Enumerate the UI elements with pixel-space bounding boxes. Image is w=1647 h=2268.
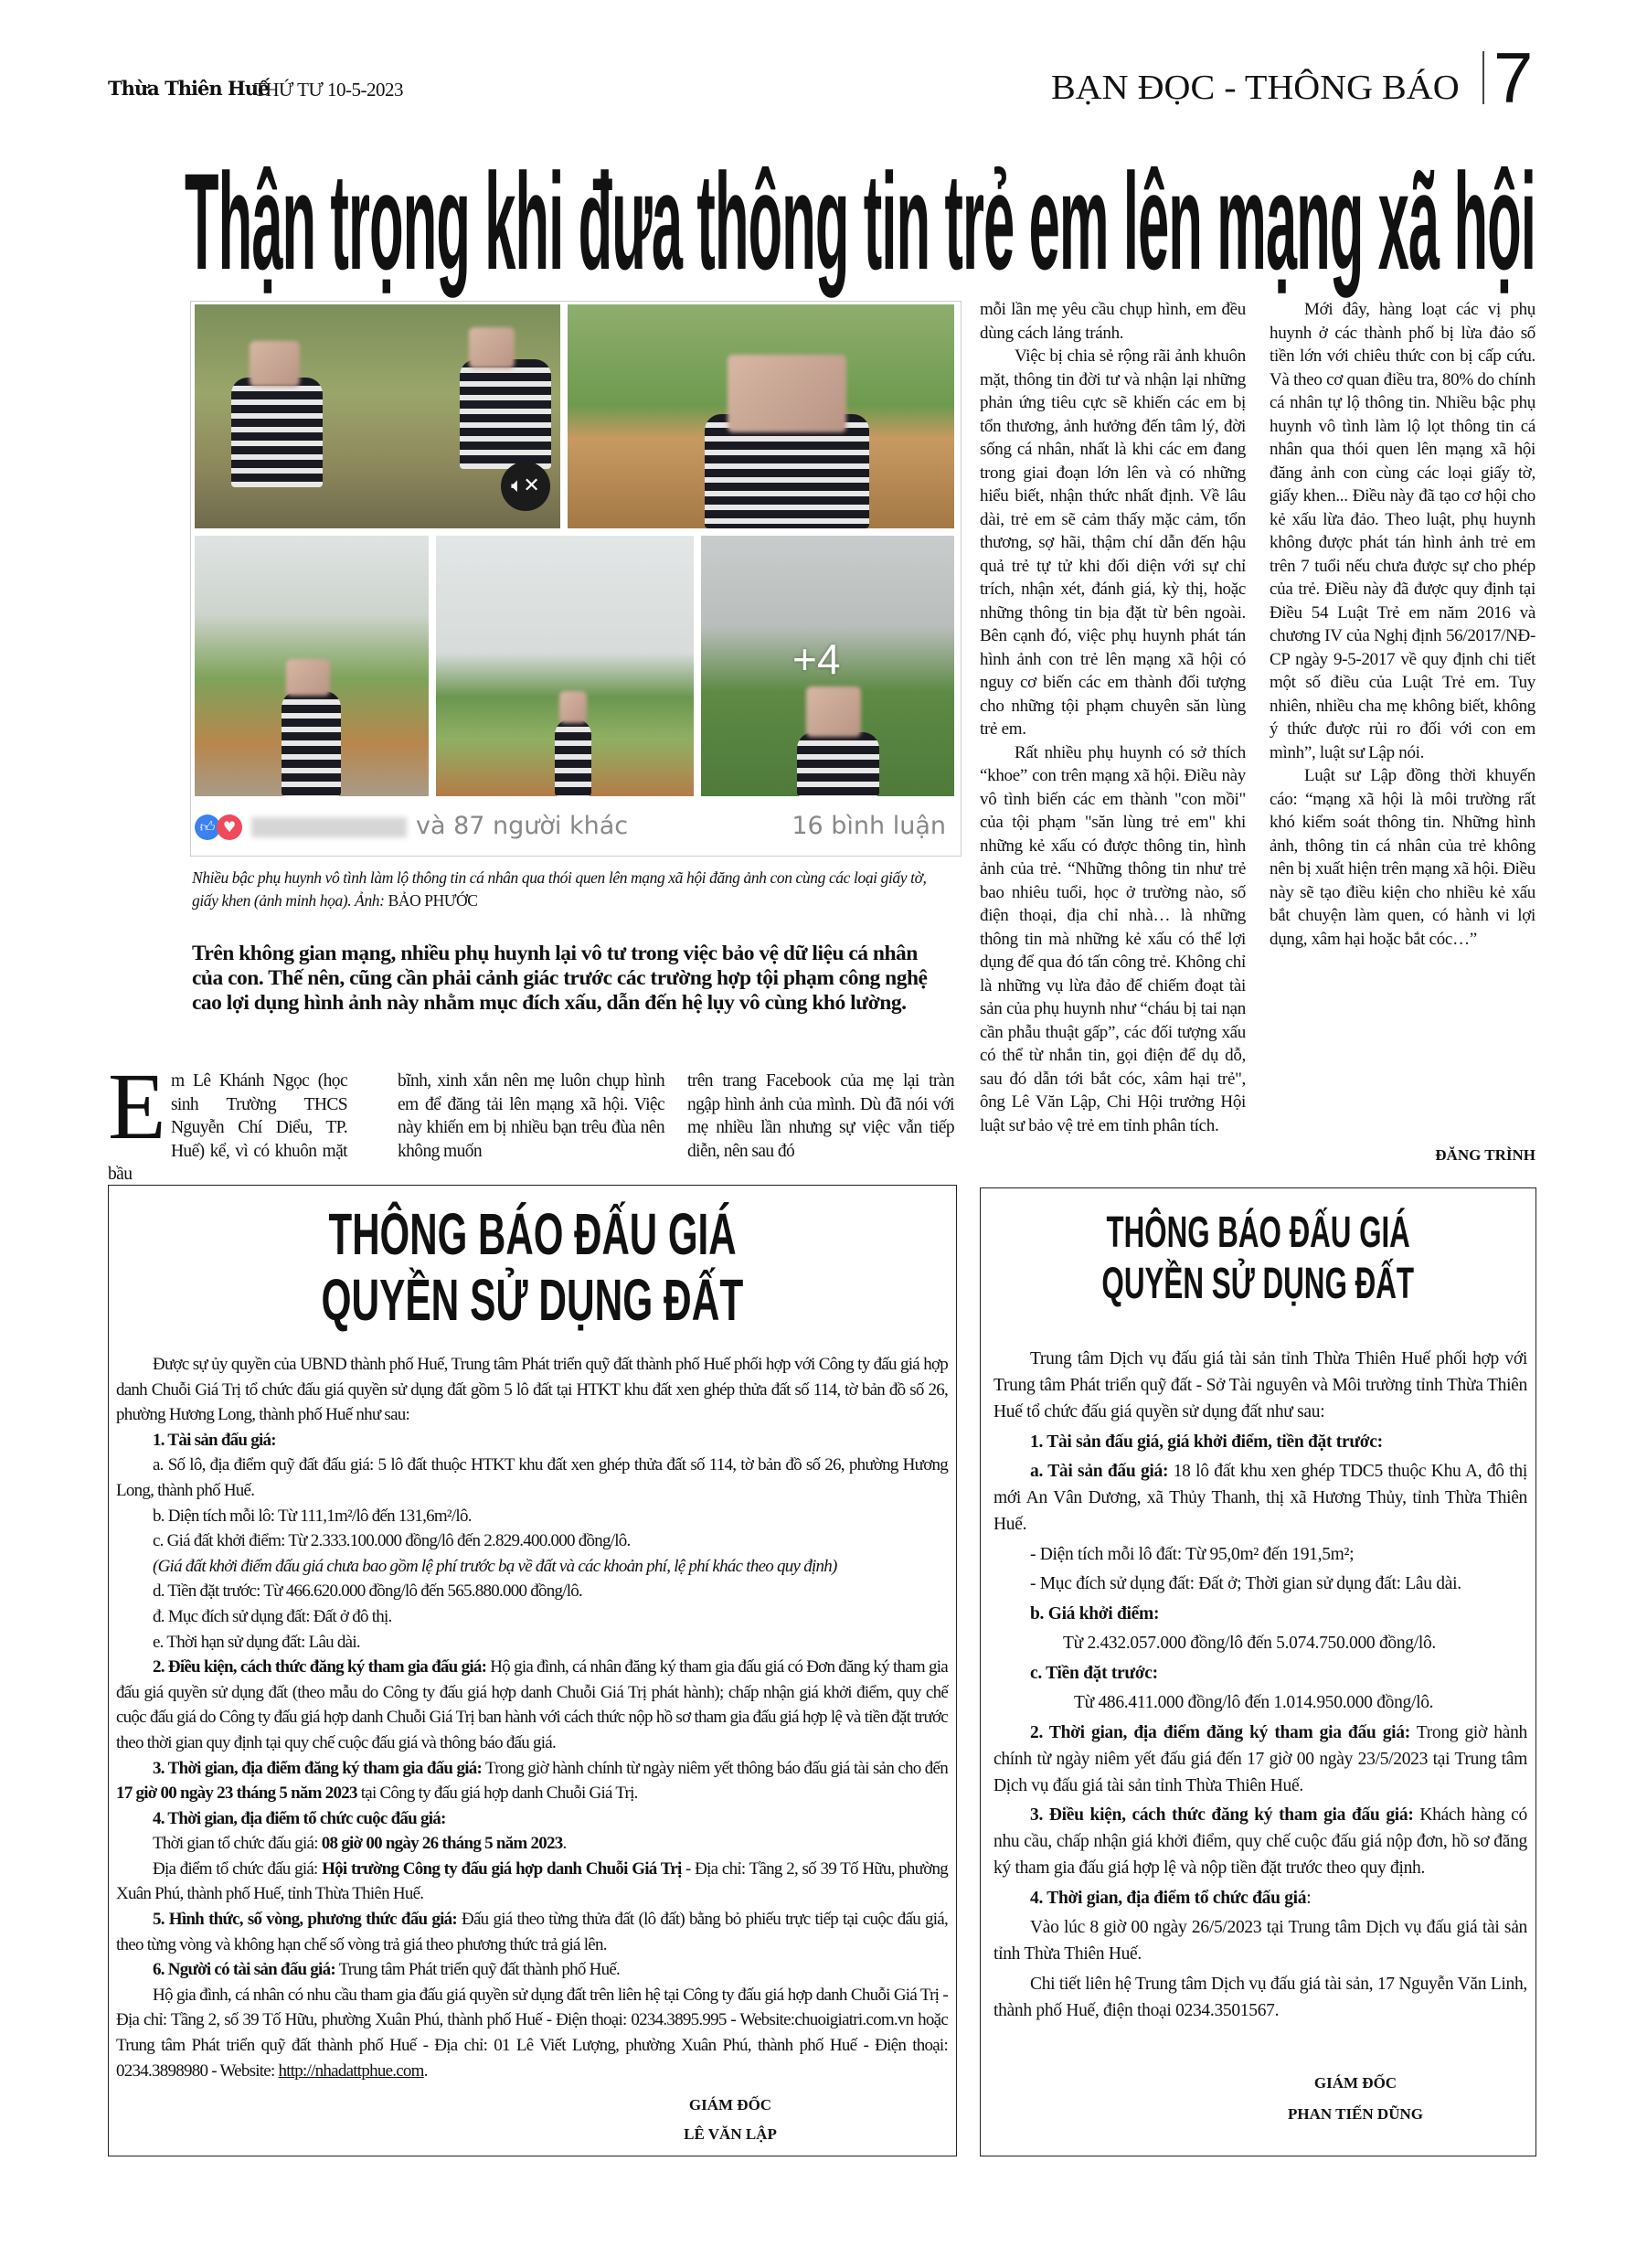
website-link[interactable]: http://nhadattphue.com (278, 2060, 424, 2081)
article-paragraph: mỗi lần mẹ yêu cầu chụp hình, em đều dùng cách lảng tránh. (980, 300, 1246, 343)
photo-more[interactable] (701, 536, 954, 796)
notice-paragraph (994, 1458, 1527, 1538)
article-lead: Trên không gian mạng, nhiều phụ huynh lại vô tư trong việc bảo vệ dữ liệu cá nhân của con. Thế nên, cũng cần phải cảnh giác trước các trường hợp tội phạm công nghệ cao lợi dụng hình ảnh này nhằm mục đích xấu, dẫn đến hệ lụy vô cùng khó lường. (192, 942, 928, 1015)
notice-paragraph (116, 1857, 948, 1907)
notice-title-line1: THÔNG BÁO ĐẤU GIÁ (328, 1201, 737, 1267)
notice-body (116, 1352, 948, 2083)
notice-text: 2. Thời gian, địa điểm đăng ký tham gia đấu giá: (1030, 1722, 1410, 1742)
notice-paragraph (116, 1528, 948, 1554)
notice-paragraph (116, 1554, 948, 1580)
reactions-text[interactable]: và 87 người khác (416, 812, 629, 840)
notice-text: Trong giờ hành chính từ ngày niêm yết đấu giá đến 17 giờ 00 ngày 23/5/2023 tại Trung tâm Dịch vụ đấu giá tài sản tỉnh Thừa Thiên Huế. (994, 1722, 1527, 1795)
notice-paragraph (116, 1504, 948, 1529)
love-icon: ♥ (217, 815, 242, 840)
photo-two-kids (568, 304, 954, 528)
article-title: Thận trọng khi đưa thông tin trẻ em lên mạng xã hội (185, 144, 1536, 298)
notice-signature (1218, 2068, 1493, 2130)
notice-text: Địa điểm tổ chức đấu giá: (153, 1858, 323, 1879)
notice-text: 3. Điều kiện, cách thức đăng ký tham gia đấu giá: (1030, 1805, 1414, 1825)
article-column-1 (108, 1054, 347, 1187)
newspaper-logo: Thừa Thiên Huế (108, 77, 270, 100)
notice-text: b. Giá khởi điểm: (1030, 1603, 1160, 1624)
notice-text: 4. Thời gian, địa điểm tổ chức đấu giá (1030, 1888, 1307, 1908)
article-paragraph: Việc bị chia sẻ rộng rãi ảnh khuôn mặt, thông tin đời tư và nhận lại những phản ứng tiêu cực sẽ khiến các em bị tổn thương, ảnh hưởng đến tâm lý, đời sống cá nhân, nhất là khi các em đang trong giai đoạn lớn lên và có những hiểu biết, nhận thức nhất định. Về lâu dài, trẻ em sẽ cảm thấy mặc cảm, tổn thương, sợ hãi, thậm chí dẫn đến hậu quả trẻ tự tử khi đối diện với sự chỉ trích, nhận xét, đánh giá, kỳ thị, hoặc những thông tin bịa đặt từ bên ngoài. Bên cạnh đó, việc phụ huynh phát tán hình ảnh con trẻ lên mạng xã hội có nguy cơ biến các em thành đối tượng cho những tội phạm chuyên săn lùng trẻ em. (980, 346, 1246, 739)
notice-text: Thời gian tổ chức đấu giá: (153, 1834, 322, 1854)
notice-paragraph (116, 1831, 948, 1857)
notice-text: tại Công ty đấu giá hợp danh Chuỗi Giá Trị. (356, 1784, 638, 1804)
notice-text: Được sự ủy quyền của UBND thành phố Huế, Trung tâm Phát triển quỹ đất thành phố Huế phối hợp với Công ty đấu giá hợp danh Chuỗi Giá Trị tổ chức đấu giá quyền sử dụng đất gồm 5 lô đất tại HTKT khu đất xen ghép thửa đất số 114, tờ bản đồ số 26, phường Hương Long, thành phố Huế như sau: (116, 1355, 948, 1425)
notice-text: c. Giá đất khởi điểm: Từ 2.333.100.000 đồng/lô đến 2.829.400.000 đồng/lô. (153, 1531, 631, 1551)
auction-notice-right (980, 1187, 1536, 2156)
notice-text: . (423, 2060, 428, 2081)
drop-cap: E (108, 1054, 165, 1159)
facebook-reaction-bar (195, 801, 953, 852)
notice-paragraph (994, 1885, 1527, 1911)
auction-notice-left (108, 1185, 957, 2156)
article-column-3: trên trang Facebook của mẹ lại tràn ngập hình ảnh của mình. Dù đã nói với mẹ nhiều lần nhưng sự việc vẫn tiếp diễn, nên sau đó (687, 1071, 954, 1161)
notice-text: Trong giờ hành chính từ ngày niêm yết thông báo đấu giá tài sản cho đến (482, 1758, 948, 1778)
notice-paragraph (994, 1689, 1527, 1716)
signature-name: PHAN TIẾN DŨNG (1288, 2105, 1423, 2123)
notice-body (994, 1346, 1527, 2027)
notice-signature (593, 2091, 867, 2149)
section-name: BẠN ĐỌC - THÔNG BÁO (1051, 69, 1460, 107)
notice-paragraph (994, 1720, 1527, 1799)
photo-swing (195, 304, 560, 528)
notice-text: Trung tâm Dịch vụ đấu giá tài sản tỉnh Thừa Thiên Huế phối hợp với Trung tâm Phát triển quỹ đất - Sở Tài nguyên và Môi trường tỉnh Thừa Thiên Huế tổ chức đấu giá quyền sử dụng đất như sau: (994, 1349, 1527, 1421)
author-byline: ĐĂNG TRÌNH (1435, 1146, 1535, 1164)
column-text: m Lê Khánh Ngọc (học sinh Trường THCS Nguyễn Chí Diểu, TP. Huế) kể, vì có khuôn mặt bầu (108, 1071, 347, 1184)
notice-text: a. Tài sản đấu giá: (1030, 1462, 1169, 1481)
notice-paragraph (116, 1604, 948, 1630)
signature-title: GIÁM ĐỐC (688, 2096, 772, 2114)
header-divider (1482, 51, 1484, 104)
notice-text: : (1306, 1888, 1312, 1908)
notice-paragraph (116, 1453, 948, 1503)
article-paragraph: Rất nhiều phụ huynh có sở thích “khoe” con trên mạng xã hội. Điều này vô tình biến các em thành "con mồi" của tội phạm "săn lùng trẻ em" khi những kẻ xấu có được thông tin, hình ảnh của trẻ. “Những thông tin như trẻ bao nhiêu tuổi, học ở trường nào, số điện thoại, địa chỉ nhà… là những thông tin mà những kẻ xấu có thể lợi dụng để qua đó tấn công trẻ. Không chỉ là những vụ lừa đảo để chiếm đoạt tài sản của phụ huynh như “cháu bị tai nạn cần phẫu thuật gấp”, các đối tượng xấu có thể từ nhắn tin, gọi điện để dụ dỗ, sau đó dẫn tới bắt cóc, xâm hại trẻ", ông Lê Văn Lập, Chi Hội trưởng Hội luật sư bảo vệ trẻ em tỉnh phân tích. (980, 742, 1246, 1135)
article-photo (190, 301, 962, 857)
blurred-name (251, 817, 407, 837)
notice-text: 2. Điều kiện, cách thức đăng ký tham gia đấu giá: (153, 1657, 487, 1677)
notice-text: Vào lúc 8 giờ 00 ngày 26/5/2023 tại Trung tâm Dịch vụ đấu giá tài sản tỉnh Thừa Thiên Huế. (994, 1918, 1527, 1964)
notice-paragraph (116, 1806, 948, 1832)
notice-paragraph (116, 1756, 948, 1806)
notice-text: e. Thời hạn sử dụng đất: Lâu dài. (153, 1632, 360, 1652)
notice-text: Hộ gia đình, cá nhân đăng ký tham gia đấu giá có Đơn đăng ký tham gia đấu giá quyền sử dụng đất (theo mẫu do Công ty đấu giá hợp danh Chuỗi Giá Trị phát hành); chấp nhận giá khởi điểm, quy chế cuộc đấu giá do Công ty đấu giá hợp danh Chuỗi Giá Trị ban hành với cách thức nộp hồ sơ tham gia đấu giá hợp lệ và tiền đặt trước theo thời gian quy định tại quy chế cuộc đấu giá và thông báo đấu giá. (116, 1657, 948, 1752)
notice-text: Đấu giá theo từng thửa đất (lô đất) bằng bỏ phiếu trực tiếp tại cuộc đấu giá, theo từng vòng và không hạn chế số vòng trả giá theo phương thức trả giá lên. (116, 1910, 948, 1954)
photo-credit: BẢO PHƯỚC (388, 891, 478, 910)
notice-text: - Mục đích sử dụng đất: Đất ở; Thời gian sử dụng đất: Lâu dài. (1030, 1574, 1461, 1593)
like-icon: 👍︎ (195, 815, 220, 840)
notice-text: - Địa chỉ: Tầng 2, số 39 Tố Hữu, phường Xuân Phú, thành phố Huế, tỉnh Thừa Thiên Huế. (116, 1858, 949, 1904)
comments-count[interactable]: 16 bình luận (792, 812, 946, 840)
mute-icon[interactable]: 🔈︎✕ (501, 462, 550, 511)
notice-text: Khách hàng có nhu cầu, chấp nhận giá khởi điểm, quy chế cuộc đấu giá nộp đơn, hồ sơ đăng ký tham gia đấu giá hợp lệ và nộp tiền đặt trước theo quy định. (994, 1805, 1527, 1878)
issue-date: THỨ TƯ 10-5-2023 (254, 79, 404, 101)
article-body-right (980, 298, 1535, 1166)
notice-paragraph (994, 1541, 1527, 1568)
notice-text: 5. Hình thức, số vòng, phương thức đấu giá: (153, 1910, 457, 1930)
notice-paragraph (994, 1601, 1527, 1627)
notice-text: Hộ gia đình, cá nhân có nhu cầu tham gia đấu giá quyền sử dụng đất trên liên hệ tại Công ty đấu giá hợp danh Chuỗi Giá Trị - Địa chỉ: Tầng 2, số 39 Tố Hữu, phường Xuân Phú, thành phố Huế - Điện thoại: 0234.3895.995 - Website:chuoigiatri.com.vn hoặc Trung tâm Phát triển quỹ đất thành phố Huế - Địa chỉ: 01 Lê Viết Lượng, phường Xuân Phú, thành phố Huế - Điện thoại: 0234.3898980 - Website: (116, 1985, 948, 2081)
notice-text: Từ 2.432.057.000 đồng/lô đến 5.074.750.000 đồng/lô. (1063, 1634, 1437, 1653)
notice-paragraph (116, 1428, 948, 1453)
notice-text: . (562, 1834, 567, 1854)
notice-paragraph (994, 1571, 1527, 1597)
notice-title-line2: QUYỀN SỬ DỤNG ĐẤT (1101, 1260, 1415, 1308)
photo-caption (192, 867, 951, 912)
notice-text: a. Số lô, địa điểm quỹ đất đấu giá: 5 lô đất thuộc HTKT khu đất xen ghép thửa đất số 114, tờ bản đồ số 26, phường Hương Long, thành phố Huế. (116, 1455, 948, 1500)
notice-text: 18 lô đất khu xen ghép TDC5 thuộc Khu A, đô thị mới An Vân Dương, xã Thủy Thanh, thị xã Hương Thủy, tỉnh Thừa Thiên Huế. (994, 1462, 1527, 1534)
notice-paragraph (994, 1630, 1527, 1656)
signature-name: LÊ VĂN LẬP (684, 2125, 777, 2143)
notice-text: 17 giờ 00 ngày 23 tháng 5 năm 2023 (116, 1784, 357, 1804)
notice-text: Chi tiết liên hệ Trung tâm Dịch vụ đấu giá tài sản, 17 Nguyễn Văn Linh, thành phố Huế, điện thoại 0234.3501567. (994, 1974, 1527, 2020)
notice-text: d. Tiền đặt trước: Từ 466.620.000 đồng/lô đến 565.880.000 đồng/lô. (153, 1581, 583, 1602)
notice-text: - Diện tích mỗi lô đất: Từ 95,0m² đến 191,5m²; (1030, 1544, 1355, 1564)
notice-paragraph (994, 1971, 1527, 2024)
notice-text: 4. Thời gian, địa điểm tổ chức cuộc đấu giá: (153, 1808, 446, 1828)
notice-text: 6. Người có tài sản đấu giá: (153, 1960, 335, 1980)
page-number: 7 (1493, 37, 1534, 118)
article-column-2: bĩnh, xinh xắn nên mẹ luôn chụp hình em để đăng tải lên mạng xã hội. Việc này khiến em bị nhiều bạn trêu đùa nên không muốn (398, 1071, 664, 1161)
notice-text: Hội trường Công ty đấu giá hợp danh Chuỗi Giá Trị (322, 1858, 682, 1879)
notice-paragraph (994, 1346, 1527, 1425)
more-photos-count: +4 (792, 635, 841, 683)
notice-paragraph (116, 1957, 948, 1983)
notice-text: đ. Mục đích sử dụng đất: Đất ở đô thị. (153, 1606, 392, 1626)
caption-text: Nhiều bậc phụ huynh vô tình làm lộ thông tin cá nhân qua thói quen lên mạng xã hội đăng ảnh con cùng các loại giấy tờ, giấy khen (ảnh minh họa). Ảnh: (192, 868, 927, 910)
notice-title-line1: THÔNG BÁO ĐẤU GIÁ (1106, 1209, 1410, 1257)
notice-text: c. Tiền đặt trước: (1030, 1663, 1158, 1683)
notice-paragraph (116, 1630, 948, 1656)
signature-title: GIÁM ĐỐC (1313, 2074, 1397, 2092)
notice-paragraph (116, 1907, 948, 1957)
notice-paragraph (994, 1429, 1527, 1455)
notice-paragraph (994, 1660, 1527, 1687)
photo-fence (436, 536, 694, 796)
notice-paragraph (116, 1655, 948, 1755)
notice-text: Trung tâm Phát triển quỹ đất thành phố Huế. (335, 1960, 621, 1980)
notice-text: 08 giờ 00 ngày 26 tháng 5 năm 2023 (321, 1834, 563, 1854)
notice-text: b. Diện tích mỗi lô: Từ 111,1m²/lô đến 131,6m²/lô. (153, 1506, 472, 1526)
notice-paragraph (994, 1914, 1527, 1967)
notice-title-line2: QUYỀN SỬ DỤNG ĐẤT (321, 1267, 744, 1333)
notice-paragraph (116, 1579, 948, 1604)
notice-paragraph (116, 1983, 948, 2083)
article-paragraph: Mới đây, hàng loạt các vị phụ huynh ở các thành phố bị lừa đảo số tiền lớn với chiêu thức con bị cấp cứu. Và theo cơ quan điều tra, 80% do chính cá nhân tự lộ thông tin. Nhiều bậc phụ huynh vô tình làm lộ lọt thông tin cá nhân qua thói quen lên mạng xã hội đăng ảnh con cùng các loại giấy tờ, giấy khen... Điều này đã tạo cơ hội cho kẻ xấu lừa đảo. Theo luật, phụ huynh không được phát tán hình ảnh trẻ em trên 7 tuổi nếu chưa được sự cho phép của trẻ. Điều này đã được quy định tại Điều 54 Luật Trẻ em năm 2016 và chương IV của Nghị định 56/2017/NĐ-CP ngày 9-5-2017 về quy định chi tiết một số điều của Luật Trẻ em. Tuy nhiên, nhiều cha mẹ không biết, không ý thức được rủi ro đối với con em mình”, luật sư Lập nói. (1270, 300, 1535, 762)
notice-text: 1. Tài sản đấu giá: (153, 1430, 276, 1450)
notice-text: 1. Tài sản đấu giá, giá khởi điểm, tiền đặt trước: (1030, 1432, 1383, 1452)
notice-paragraph (116, 1352, 948, 1428)
notice-text: Từ 486.411.000 đồng/lô đến 1.014.950.000 đồng/lô. (1074, 1693, 1434, 1712)
notice-text: 3. Thời gian, địa điểm đăng ký tham gia đấu giá: (153, 1758, 483, 1778)
photo-lamp-post (195, 536, 429, 796)
article-paragraph: Luật sư Lập đồng thời khuyến cáo: “mạng xã hội là môi trường rất khó kiểm soát thông tin. Những hình ảnh, thông tin cá nhân của trẻ không nên bị xuất hiện trên mạng xã hội. Điều này sẽ tạo điều kiện cho nhiều kẻ xấu bắt chuyện làm quen, có hành vi lợi dụng, xâm hại hoặc bắt cóc…” (1270, 766, 1535, 949)
notice-paragraph (994, 1802, 1527, 1881)
notice-text: (Giá đất khởi điểm đấu giá chưa bao gồm lệ phí trước bạ về đất và các khoản phí, lệ phí khác theo quy định) (153, 1556, 837, 1576)
